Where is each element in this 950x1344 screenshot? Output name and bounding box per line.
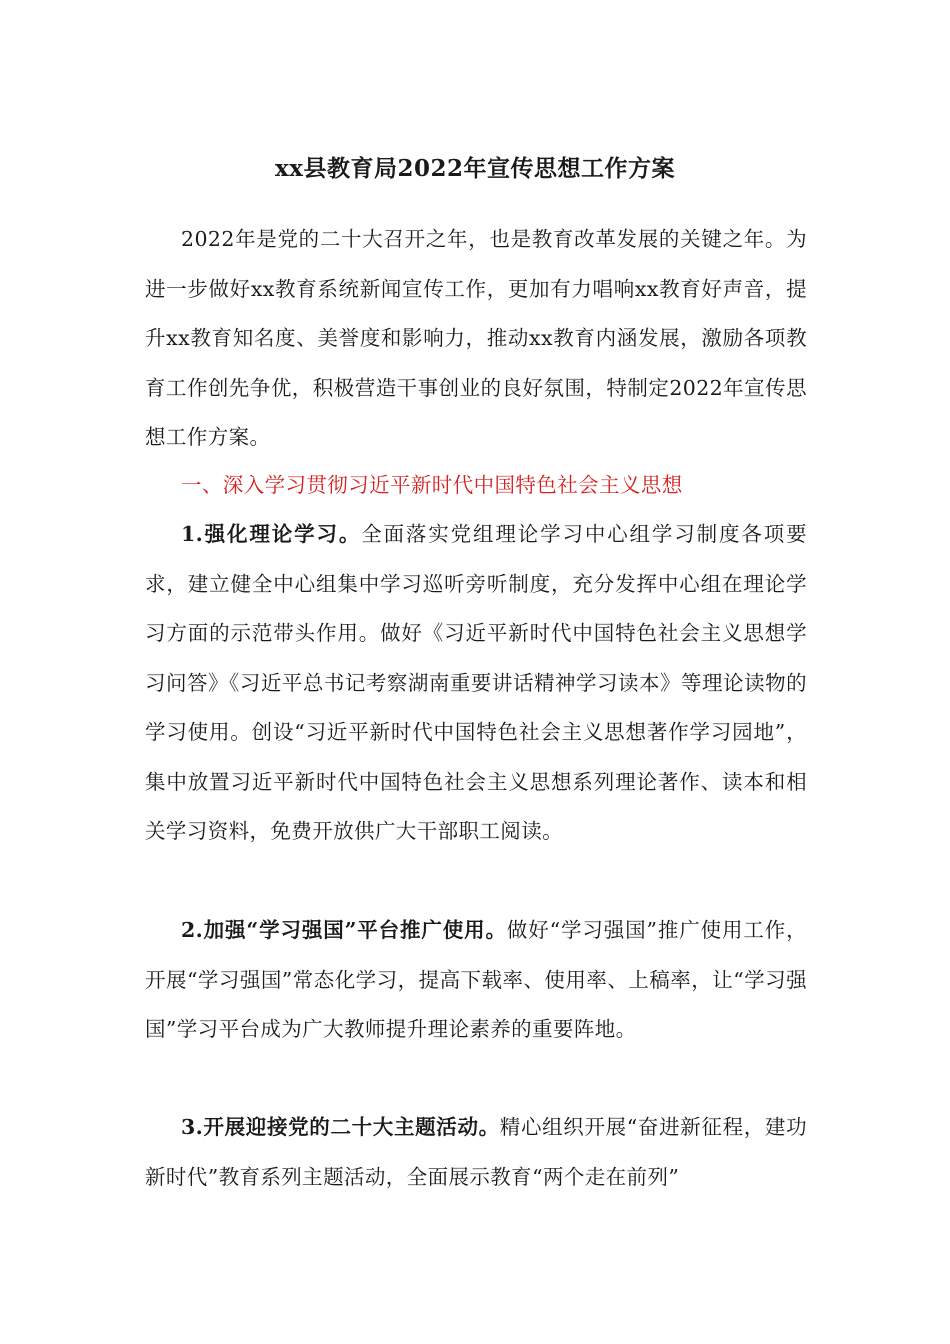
section-heading: 一、深入学习贯彻习近平新时代中国特色社会主义思想 — [181, 473, 683, 497]
item-paragraph-1 — [145, 510, 807, 857]
item-lead-1: 1.强化理论学习。 — [181, 522, 362, 546]
item-paragraph-3 — [145, 1103, 807, 1202]
item-lead-2: 2.加强“学习强国”平台推广使用。 — [181, 918, 507, 942]
item-text-1: 全面落实党组理论学习中心组学习制度各项要求，建立健全中心组集中学习巡听旁听制度，充分发挥中心组在理论学习方面的示范带头作用。做好《习近平新时代中国特色社会主义思想学习问答》《习近平总书记考察湖南重要讲话精神学习读本》等理论读物的学习使用。创设“习近平新时代中国特色社会主义思想著作学习园地”，集中放置习近平新时代中国特色社会主义思想系列理论著作、读本和相关学习资料，免费开放供广大干部职工阅读。 — [145, 522, 807, 843]
document-title: xx县教育局2022年宣传思想工作方案 — [275, 155, 675, 182]
intro-paragraph: 2022年是党的二十大召开之年，也是教育改革发展的关键之年。为进一步做好xx教育系统新闻宣传工作，更加有力唱响xx教育好声音，提升xx教育知名度、美誉度和影响力，推动xx教育内涵发展，激励各项教育工作创先争优，积极营造干事创业的良好氛围，特制定2022年宣传思想工作方案。 — [145, 227, 807, 449]
item-text-2: 做好“学习强国”推广使用工作，开展“学习强国”常态化学习，提高下载率、使用率、上稿率，让“学习强国”学习平台成为广大教师提升理论素养的重要阵地。 — [145, 918, 807, 1041]
item-lead-3: 3.开展迎接党的二十大主题活动。 — [181, 1115, 500, 1139]
item-paragraph-2 — [145, 906, 807, 1055]
item-text-3: 精心组织开展“奋进新征程，建功新时代”教育系列主题活动，全面展示教育“两个走在前列” — [145, 1115, 807, 1189]
